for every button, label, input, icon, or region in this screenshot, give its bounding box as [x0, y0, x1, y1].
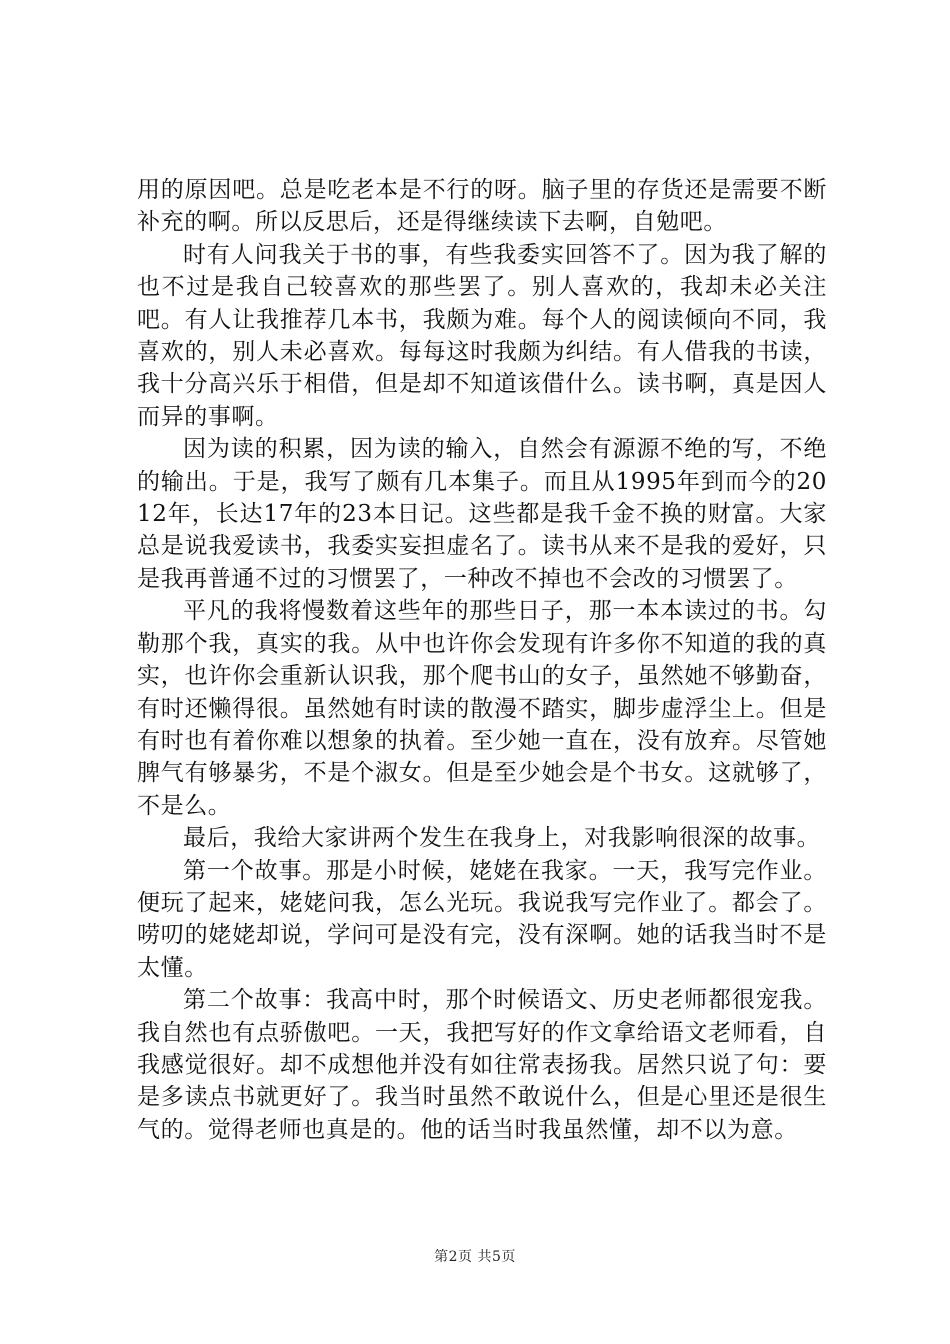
paragraph-2: 时有人问我关于书的事，有些我委实回答不了。因为我了解的也不过是我自己较喜欢的那些罢了。别人喜欢的，我却未必关注吧。有人让我推荐几本书，我颇为难。每个人的阅读倾向不同，我喜欢的，别人未必喜欢。每每这时我颇为纠结。有人借我的书读，我十分高兴乐于相借，但是却不知道该借什么。读书啊，真是因人而异的事啊。 [137, 241, 827, 430]
paragraph-6: 第一个故事。那是小时候，姥姥在我家。一天，我写完作业。便玩了起来，姥姥问我，怎么光玩。我说我写完作业了。都会了。唠叨的姥姥却说，学问可是没有完，没有深啊。她的话我当时不是太懂。 [137, 857, 827, 981]
paragraph-5: 最后，我给大家讲两个发生在我身上，对我影响很深的故事。 [183, 825, 821, 852]
paragraph-1: 用的原因吧。总是吃老本是不行的呀。脑子里的存货还是需要不断补充的啊。所以反思后，还是得继续读下去啊，自勉吧。 [137, 177, 827, 236]
paragraph-3: 因为读的积累，因为读的输入，自然会有源源不绝的写，不绝的输出。于是，我写了颇有几本集子。而且从1995年到而今的2012年，长达17年的23本日记。这些都是我千金不换的财富。大家总是说我爱读书，我委实妄担虚名了。读书从来不是我的爱好，只是我再普通不过的习惯罢了，一种改不掉也不会改的习惯罢了。 [137, 436, 827, 592]
page-footer: 第2页 共5页 [434, 1249, 516, 1265]
body-text [137, 174, 827, 1146]
paragraph-7: 第二个故事：我高中时，那个时候语文、历史老师都很宠我。我自然也有点骄傲吧。一天，我把写好的作文拿给语文老师看，自我感觉很好。却不成想他并没有如往常表扬我。居然只说了句：要是多读点书就更好了。我当时虽然不敢说什么，但是心里还是很生气的。觉得老师也真是的。他的话当时我虽然懂，却不以为意。 [137, 987, 827, 1143]
paragraph-4: 平凡的我将慢数着这些年的那些日子，那一本本读过的书。勾勒那个我，真实的我。从中也许你会发现有许多你不知道的我的真实，也许你会重新认识我，那个爬书山的女子，虽然她不够勤奋，有时还懒得很。虽然她有时读的散漫不踏实，脚步虚浮尘上。但是有时也有着你难以想象的执着。至少她一直在，没有放弃。尽管她脾气有够暴劣，不是个淑女。但是至少她会是个书女。这就够了，不是么。 [137, 598, 827, 819]
